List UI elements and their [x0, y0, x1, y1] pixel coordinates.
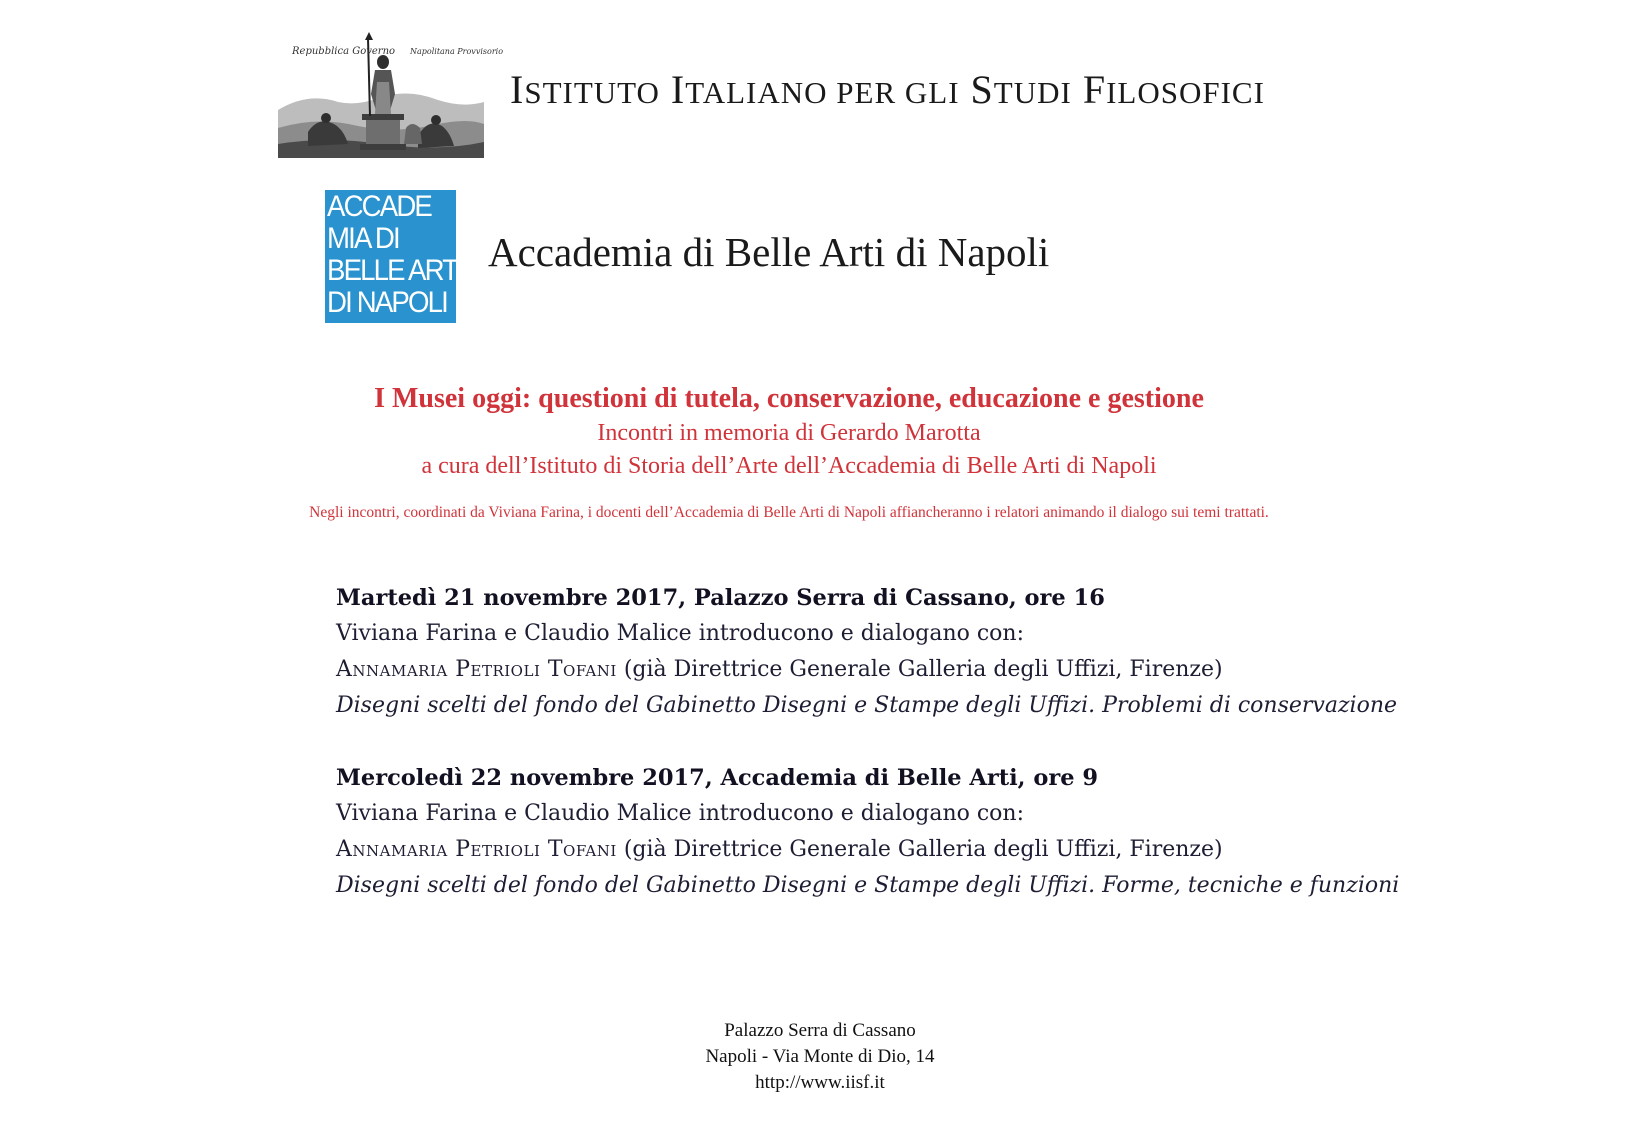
title-initial: S [970, 67, 994, 112]
speaker-role: (già Direttrice Generale Galleria degli Uffizi, Firenze) [623, 837, 1223, 862]
accademia-title: Accademia di Belle Arti di Napoli [488, 229, 1050, 275]
talk-title: Disegni scelti del fondo del Gabinetto Disegni e Stampe degli Uffizi. Problemi di conservazione [336, 693, 1398, 718]
title-initial: I [510, 67, 525, 112]
talk-title: Disegni scelti del fondo del Gabinetto Disegni e Stampe degli Uffizi. Forme, tecniche e funzioni [336, 873, 1400, 898]
session-block [336, 760, 1400, 904]
speaker-role: (già Direttrice Generale Galleria degli Uffizi, Firenze) [623, 657, 1223, 682]
title-rest: TUDI [993, 75, 1072, 110]
event-note: Negli incontri, coordinati da Viviana Farina, i docenti dell’Accademia di Belle Arti di Napoli affiancheranno i relatori animando il dialogo sui temi trattati. [309, 504, 1269, 521]
footer-website-link[interactable]: http://www.iisf.it [755, 1072, 885, 1093]
footer-venue: Palazzo Serra di Cassano [724, 1020, 916, 1041]
title-initial: I [670, 67, 686, 112]
session-intro: Viviana Farina e Claudio Malice introducono e dialogano con: [336, 801, 1025, 826]
title-rest: ILOSOFICI [1106, 75, 1265, 110]
logo-left-caption: Repubblica Governo [292, 46, 396, 57]
event-subtitle: Incontri in memoria di Gerardo Marotta [597, 420, 981, 446]
session-intro: Viviana Farina e Claudio Malice introducono e dialogano con: [336, 621, 1025, 646]
session-speaker [336, 652, 1336, 688]
speaker-name: Annamaria Petrioli Tofani [336, 837, 617, 862]
logo-right-caption: Napolitana Provvisorio [410, 47, 504, 56]
session-date-place: Mercoledì 22 novembre 2017, Accademia di Belle Arti, ore 9 [336, 765, 1099, 791]
speaker-name: Annamaria Petrioli Tofani [336, 657, 617, 682]
logo-line: MIA DI [327, 222, 399, 255]
institute-title [510, 66, 1265, 113]
footer-address [0, 1018, 1640, 1096]
logo-line: ACCADE [327, 190, 431, 223]
event-curator: a cura dell’Istituto di Storia dell’Arte dell’Accademia di Belle Arti di Napoli [421, 453, 1157, 479]
logo-line: BELLE ARTI [327, 254, 464, 287]
republic-allegory-engraving-icon [278, 32, 504, 158]
accademia-logo [325, 190, 464, 323]
session-block [336, 580, 1398, 724]
title-rest: TALIANO PER GLI [685, 75, 960, 110]
logo-line: DI NAPOLI [327, 286, 447, 319]
title-rest: STITUTO [524, 75, 660, 110]
event-title: I Musei oggi: questioni di tutela, conservazione, educazione e gestione [374, 383, 1204, 414]
footer-address-line: Napoli - Via Monte di Dio, 14 [705, 1046, 935, 1067]
session-speaker [336, 832, 1336, 868]
session-date-place: Martedì 21 novembre 2017, Palazzo Serra di Cassano, ore 16 [336, 585, 1105, 611]
title-initial: F [1082, 67, 1107, 112]
